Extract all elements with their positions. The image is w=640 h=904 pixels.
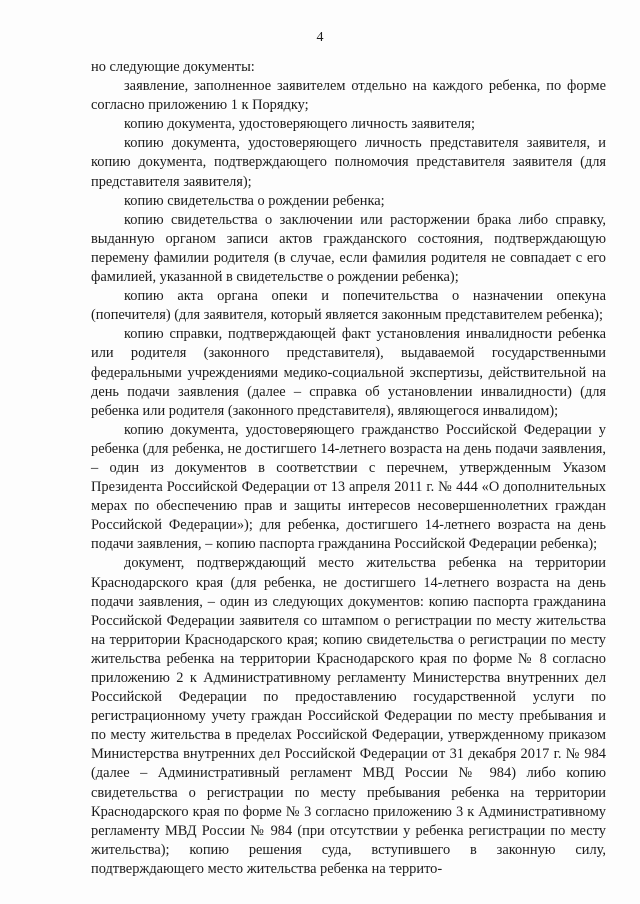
paragraph-guardianship-act: копию акта органа опеки и попечительства о назначении опекуна (попечителя) (для заявителя, который является законным представителем ребенка); bbox=[91, 288, 606, 324]
page-number: 4 bbox=[316, 30, 324, 45]
paragraph-application: заявление, заполненное заявителем отдельно на каждого ребенка, по форме согласно приложению 1 к Порядку; bbox=[91, 78, 606, 114]
paragraph-residence-document: документ, подтверждающий место жительства ребенка на территории Краснодарского края (для ребенка, не достигшего 14-летнего возраста на день подачи заявления, – один из следующих документов: копию паспорта гражданина Российской Федерации заявителя со штампом о регистрации по месту жительства на территории Краснодарского края; копию свидетельства о регистрации по месту жительства ребенка на территории Краснодарского края по форме № 8 согласно приложению 2 к Административному регламенту Министерства внутренних дел Российской Федерации по предоставлению государственной услуги по регистрационному учету граждан Российской Федерации по месту пребывания и по месту жительства в пределах Российской Федерации, утвержденному приказом Министерства внутренних дел Российской Федерации от 31 декабря 2017 г. № 984 (далее – Административный регламент МВД России № 984) либо копию свидетельства о регистрации по месту пребывания ребенка на территории Краснодарского края по форме № 3 согласно приложению 3 к Административному регламенту МВД России № 984 (при отсутствии у ребенка регистрации по месту жительства); копию решения суда, вступившего в законную силу, подтверждающего место жительства ребенка на террито- bbox=[91, 555, 606, 877]
paragraph-representative-id: копию документа, удостоверяющего личность представителя заявителя, и копию документа, подтверждающего полномочия представителя заявителя (для представителя заявителя); bbox=[91, 135, 606, 190]
paragraph-marriage-certificate: копию свидетельства о заключении или расторжении брака либо справку, выданную органом записи актов гражданского состояния, подтверждающую перемену фамилии родителя (в случае, если фамилия родителя не совпадает с его фамилией, указанной в свидетельстве о рождении ребенка); bbox=[91, 211, 606, 286]
paragraph-citizenship-document: копию документа, удостоверяющего гражданство Российской Федерации у ребенка (для ребенка, не достигшего 14-летнего возраста на день подачи заявления, – один из документов в соответствии с перечнем, утвержденным Указом Президента Российской Федерации от 13 апреля 2011 г. № 444 «О дополнительных мерах по обеспечению прав и защиты интересов несовершеннолетних граждан Российской Федерации»); для ребенка, достигшего 14-летнего возраста на день подачи заявления, – копию паспорта гражданина Российской Федерации ребенка); bbox=[91, 421, 606, 553]
paragraph-intro: но следующие документы: bbox=[91, 59, 255, 75]
document-body bbox=[91, 58, 606, 879]
paragraph-applicant-id: копию документа, удостоверяющего личность заявителя; bbox=[124, 116, 475, 133]
paragraph-birth-certificate: копию свидетельства о рождении ребенка; bbox=[124, 192, 385, 209]
paragraph-disability-certificate: копию справки, подтверждающей факт установления инвалидности ребенка или родителя (законного представителя), выдаваемой государственными федеральными учреждениями медико-социальной экспертизы, действительной на день подачи заявления (далее – справка об установлении инвалидности) (для ребенка или родителя (законного представителя), являющегося инвалидом); bbox=[91, 326, 606, 419]
